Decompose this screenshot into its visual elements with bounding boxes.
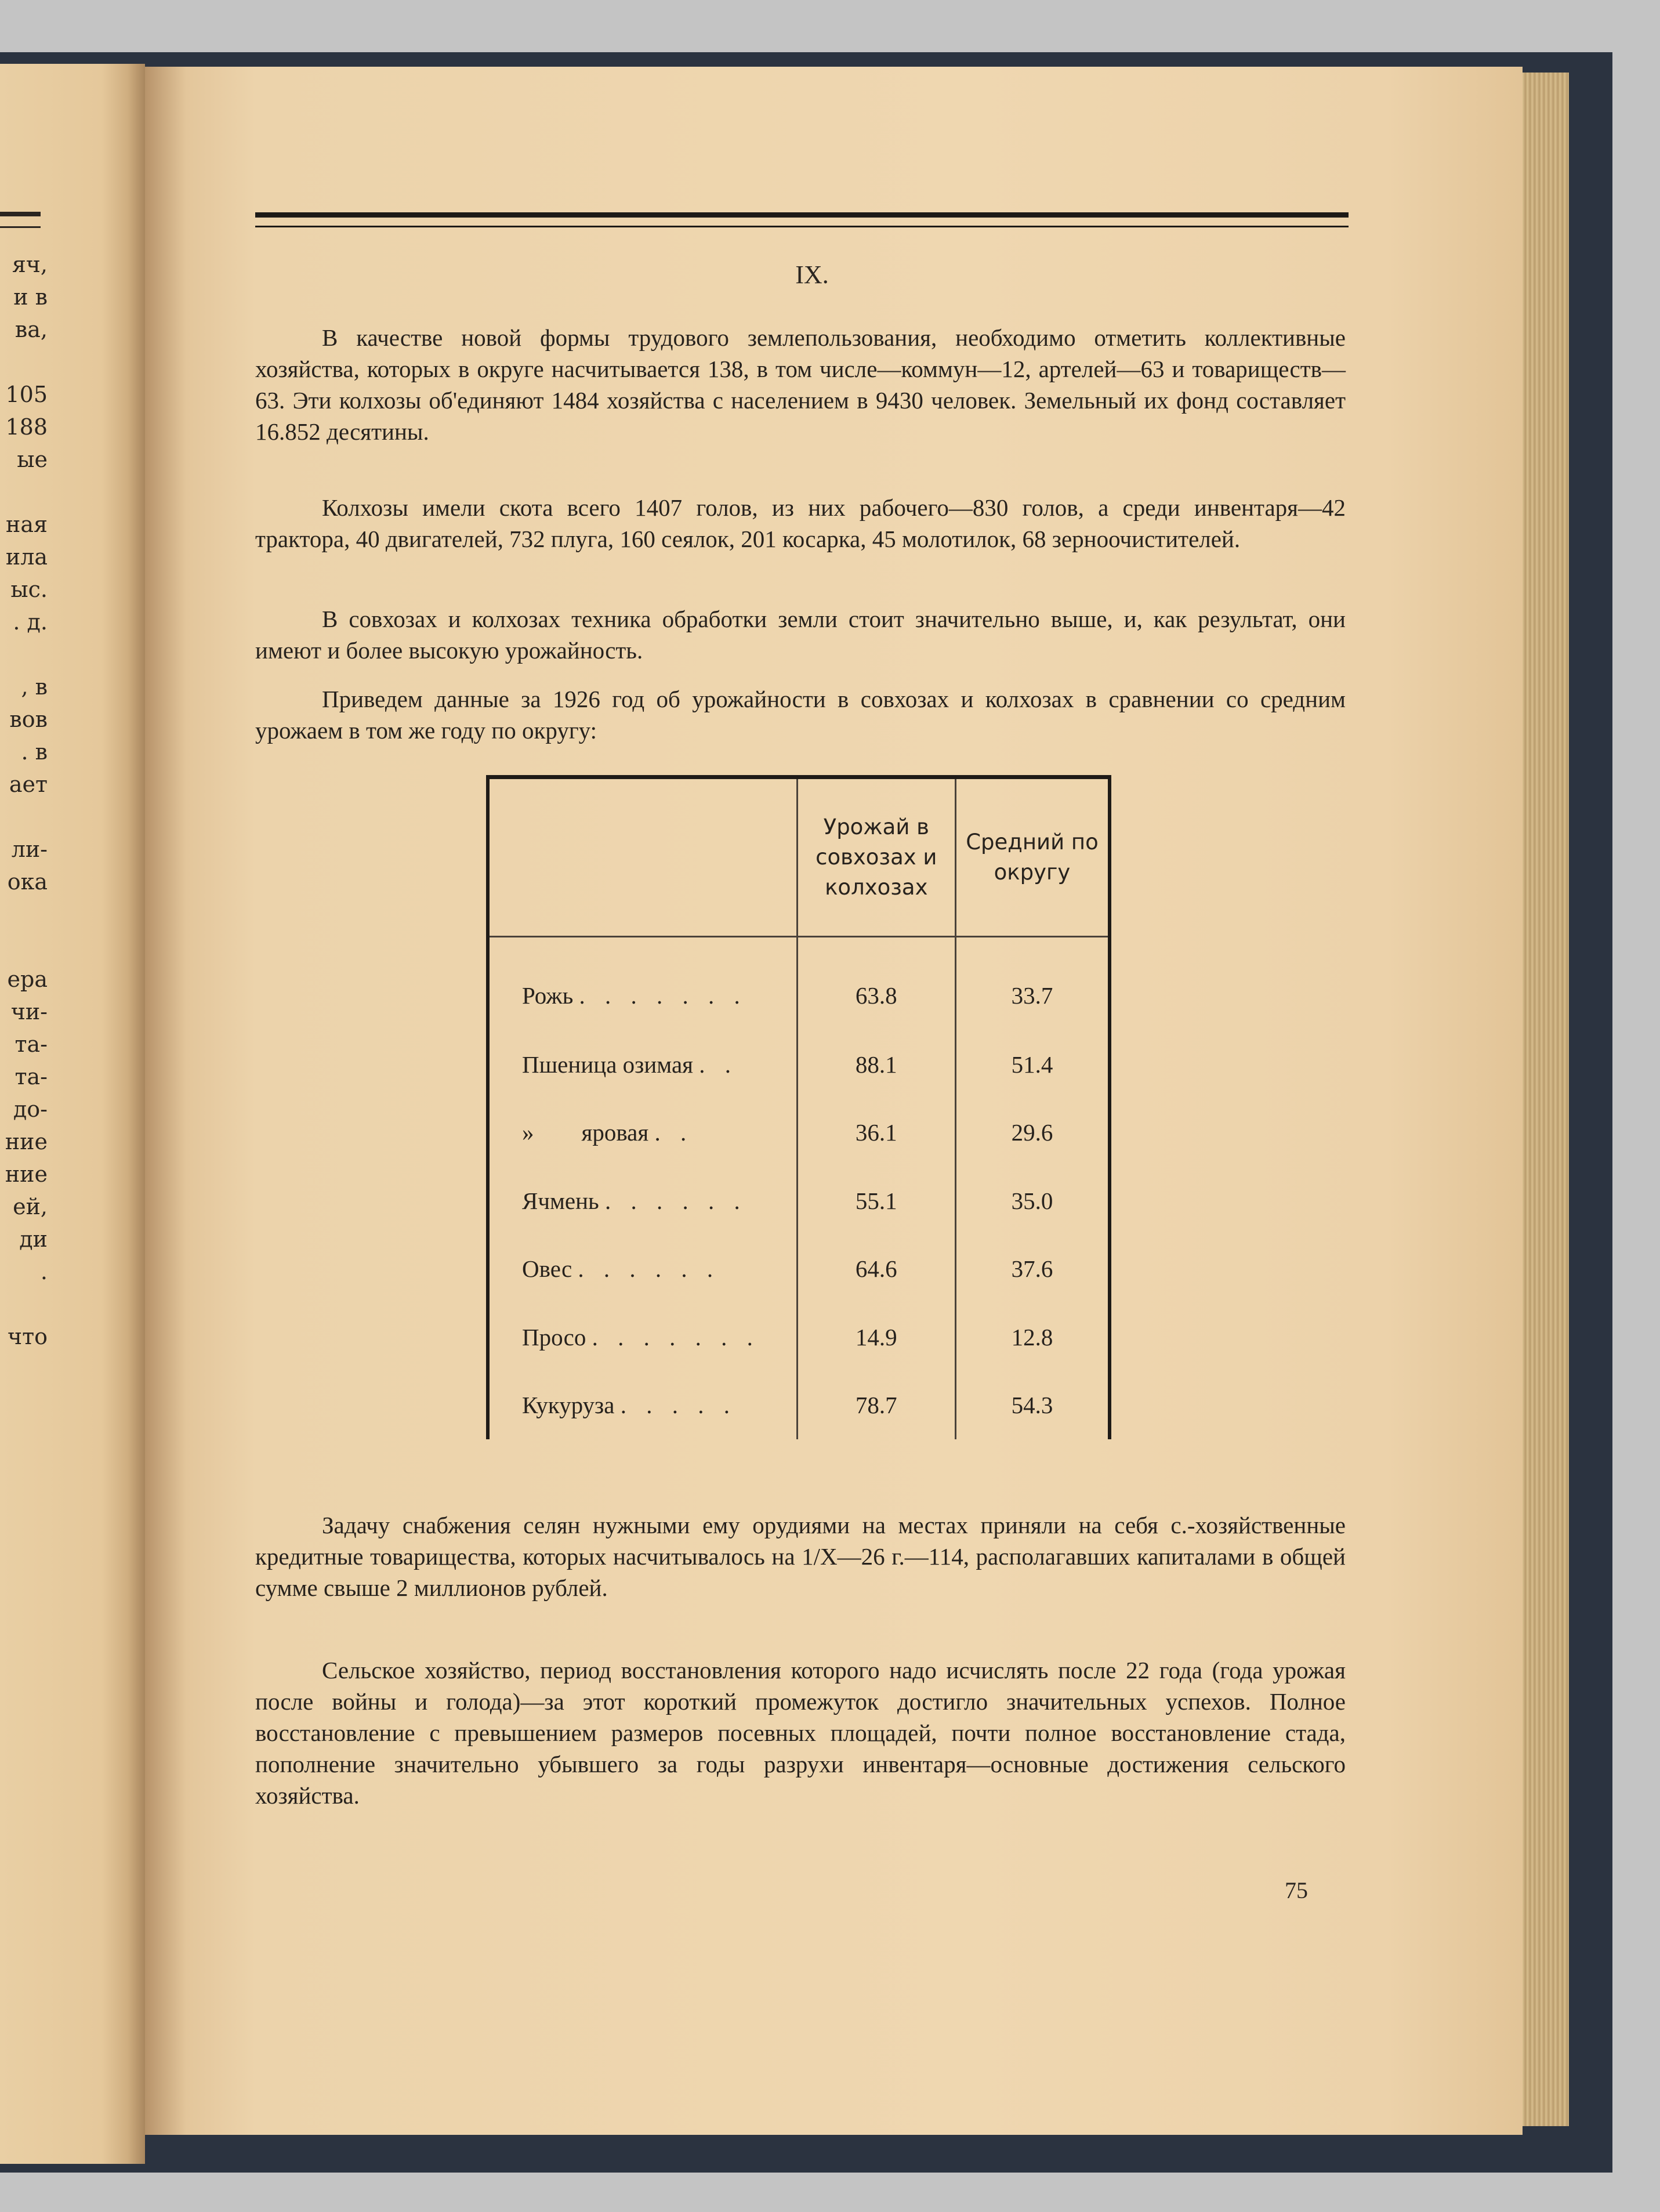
left-page-fragment: ей,: [13, 1194, 48, 1219]
left-page-fragment: ыс.: [10, 577, 48, 602]
left-page-fragment: ила: [5, 544, 48, 570]
paragraph: Сельское хозяйство, период восстановления которого надо исчислять после 22 года (года урожая после войны и голода)—за этот короткий промежуток достигло значительных успехов. Полное восстановление с превышением размеров посевных площадей, почти полное восстановление стада, пополнение значительно убывшего за годы разрухи инвентаря—основные достижения сельского хозяйства.: [255, 1657, 1346, 1809]
kolkhoz-yield-cell: 78.7: [797, 1371, 955, 1439]
left-page-fragment: ли-: [11, 837, 48, 862]
average-yield-cell: 35.0: [955, 1167, 1110, 1234]
crop-name: Овес: [522, 1255, 572, 1283]
left-page-fragment: . д.: [13, 609, 48, 635]
table-row: [488, 1371, 1110, 1439]
left-page-fragment: до-: [13, 1096, 48, 1122]
left-page: [0, 64, 145, 2164]
crop-name: Кукуруза: [522, 1392, 615, 1419]
leader-dots: . . . . . .: [578, 1255, 720, 1283]
table-row: [488, 1235, 1110, 1303]
crop-name: » яровая: [522, 1119, 649, 1146]
table-row: [488, 937, 1110, 1031]
left-page-fragment: что: [7, 1324, 48, 1349]
left-page-fragment: ера: [7, 966, 48, 992]
left-page-rule: [0, 212, 41, 216]
crop-label-cell: [488, 1030, 797, 1098]
left-page-fragment: . в: [21, 739, 48, 765]
average-yield-cell: 54.3: [955, 1371, 1110, 1439]
crop-label-cell: [488, 937, 797, 1031]
table-row: [488, 1030, 1110, 1098]
kolkhoz-yield-cell: 36.1: [797, 1099, 955, 1167]
left-page-fragment: ва,: [15, 317, 48, 342]
table-header-kolkhoz: Урожай в совхозах и колхозах: [797, 777, 955, 937]
average-yield-cell: 12.8: [955, 1303, 1110, 1371]
left-page-fragment: ока: [7, 869, 48, 895]
paragraph: В качестве новой формы трудового землепользования, необходимо отметить коллективные хозяйства, которых в округе насчитывается 138, в том числе—коммун—12, артелей—63 и товариществ—63. Эти колхозы об'единяют 1484 хозяйства с населением в 9430 человек. Земельный их фонд составляет 16.852 десятины.: [255, 324, 1346, 445]
average-yield-cell: 33.7: [955, 937, 1110, 1031]
header-rule-thick: [255, 212, 1349, 218]
paragraph: Задачу снабжения селян нужными ему орудиями на местах приняли на себя с.-хозяйственные кредитные товарищества, которых насчитывалось на 1/X—26 г.—114, располагавших капиталами в общей сумме свыше 2 миллионов рублей.: [255, 1512, 1346, 1601]
leader-dots: . . . . .: [620, 1392, 737, 1419]
paragraph: Колхозы имели скота всего 1407 голов, из них рабочего—830 голов, а среди инвентаря—42 трактора, 40 двигателей, 732 плуга, 160 сеялок, 201 косарка, 45 молотилок, 68 зерноочистителей.: [255, 494, 1346, 552]
table-row: [488, 1099, 1110, 1167]
paragraph: В совхозах и колхозах техника обработки земли стоит значительно выше, и, как результат, они имеют и более высокую урожайность.: [255, 606, 1346, 664]
left-page-fragment: [0, 931, 48, 963]
leader-dots: . .: [654, 1119, 694, 1146]
left-page-fragment: 188: [5, 414, 48, 440]
left-page-fragment: чи-: [10, 999, 48, 1024]
crop-label-cell: [488, 1303, 797, 1371]
left-page-fragment: ние: [5, 1129, 48, 1154]
crop-label-cell: [488, 1167, 797, 1234]
left-page-fragment: [0, 346, 48, 378]
table-row: [488, 1303, 1110, 1371]
left-page-fragment: та-: [15, 1064, 48, 1089]
table-header-row: [488, 777, 1110, 937]
average-yield-cell: 29.6: [955, 1099, 1110, 1167]
left-page-rule-thin: [0, 226, 41, 228]
kolkhoz-yield-cell: 14.9: [797, 1303, 955, 1371]
left-page-fragment: ди: [19, 1226, 48, 1252]
paragraph: Приведем данные за 1926 год об урожайности в совхозах и колхозах в сравнении со средним урожаем в том же году по округу:: [255, 686, 1346, 744]
table-row: [488, 1167, 1110, 1234]
left-page-fragment: ает: [9, 772, 48, 797]
page-number: 75: [1285, 1877, 1308, 1903]
left-page-fragment: ые: [17, 447, 48, 472]
crop-label-cell: [488, 1099, 797, 1167]
leader-dots: . . . . . . .: [579, 982, 747, 1009]
kolkhoz-yield-cell: 64.6: [797, 1235, 955, 1303]
left-page-fragment: яч,: [12, 252, 48, 277]
average-yield-cell: 51.4: [955, 1030, 1110, 1098]
kolkhoz-yield-cell: 88.1: [797, 1030, 955, 1098]
leader-dots: . . . . . .: [605, 1187, 747, 1214]
left-page-fragment: [0, 638, 48, 671]
yield-table: [486, 775, 1111, 1439]
table-header-empty: [488, 777, 797, 937]
left-page-fragment: , в: [21, 674, 48, 700]
page-edges: [1523, 73, 1569, 2126]
left-page-fragment: 105: [5, 382, 48, 407]
kolkhoz-yield-cell: 55.1: [797, 1167, 955, 1234]
left-page-fragment: ние: [5, 1161, 48, 1187]
left-page-fragment: ная: [6, 512, 48, 537]
left-page-fragment: [0, 1288, 48, 1320]
left-page-text-fragments: [0, 248, 48, 1353]
header-rule-thin: [255, 226, 1349, 227]
left-page-fragment: [0, 898, 48, 931]
average-yield-cell: 37.6: [955, 1235, 1110, 1303]
left-page-fragment: .: [40, 1259, 48, 1284]
crop-name: Пшеница озимая: [522, 1051, 694, 1078]
leader-dots: . . . . . . .: [592, 1323, 760, 1351]
chapter-heading: IX.: [795, 260, 829, 289]
table-header-average: Средний по округу: [955, 777, 1110, 937]
leader-dots: . .: [699, 1051, 738, 1078]
left-page-fragment: [0, 476, 48, 508]
crop-name: Ячмень: [522, 1187, 599, 1214]
crop-label-cell: [488, 1371, 797, 1439]
crop-name: Рожь: [522, 982, 574, 1009]
crop-name: Просо: [522, 1323, 586, 1351]
left-page-fragment: [0, 801, 48, 833]
kolkhoz-yield-cell: 63.8: [797, 937, 955, 1031]
left-page-fragment: вов: [9, 707, 48, 732]
crop-label-cell: [488, 1235, 797, 1303]
left-page-fragment: и в: [13, 284, 48, 310]
left-page-fragment: та-: [15, 1031, 48, 1057]
